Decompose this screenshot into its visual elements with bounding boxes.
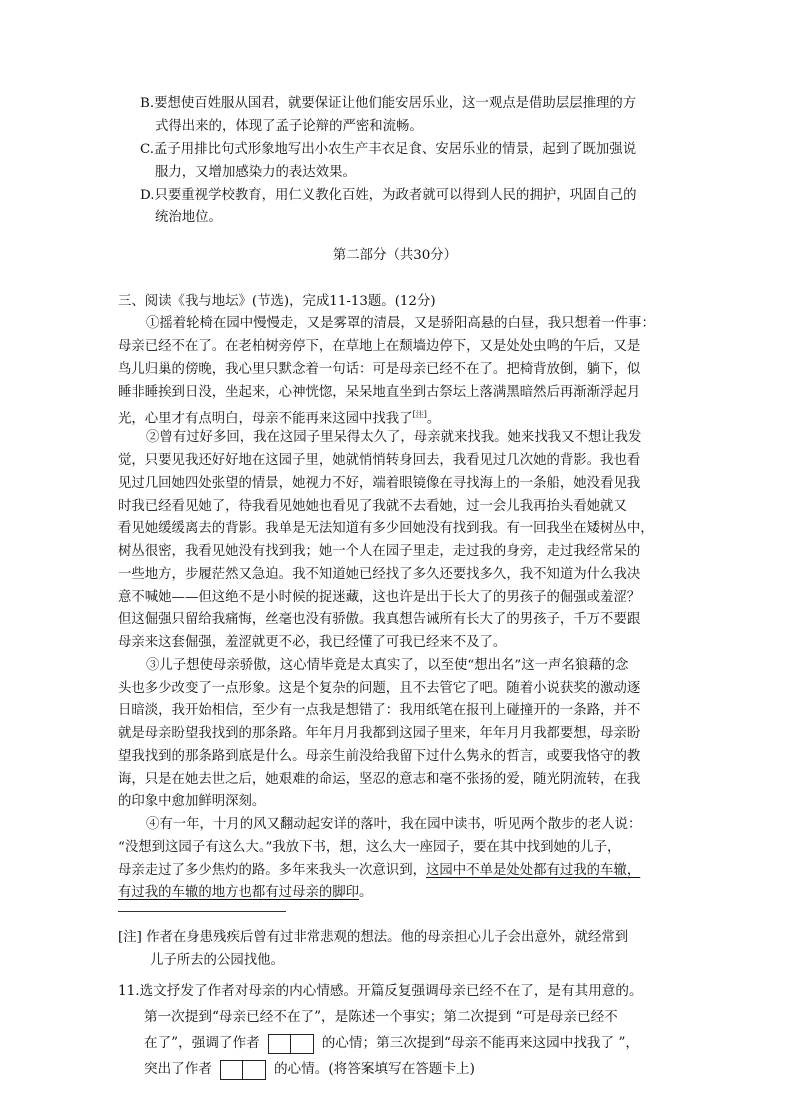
question-text: 的心情；第三次提到“母亲不能再来这园中找我了 ”，	[321, 1035, 639, 1051]
part-title: 第二部分（共30分）	[332, 248, 458, 263]
passage-line: 母亲已经不在了。在老柏树旁停下，在草地上在颓墙边停下，又是处处虫鸣的午后，又是	[118, 339, 641, 354]
option-b-line1: B.要想使百姓服从国君，就要保证让他们能安居乐业，这一观点是借助层层推理的方	[140, 96, 637, 111]
passage-line: 时我已经看见她了，待我看见她她也看见了我就不去看她，过一会儿我再抬头看她就又	[118, 499, 627, 514]
option-c-line1: C.孟子用排比句式形象地写出小农生产丰衣足食、安居乐业的情景，起到了既加强说	[140, 142, 637, 157]
question-text: 的心情。(将答案填写在答题卡上)	[273, 1061, 475, 1077]
question-11-line3	[144, 1030, 639, 1056]
period: 。	[359, 885, 373, 900]
passage-line	[118, 882, 372, 905]
underlined-sentence-part2: 有过我的车辙的地方也都有过母亲的脚印	[118, 885, 360, 900]
question-11-line4	[144, 1056, 475, 1082]
option-b-line2: 式得出来的，体现了孟子论辩的严密和流畅。	[155, 119, 423, 134]
note-line2: 儿子所去的公园找他。	[150, 953, 284, 968]
passage-line-text: 光，心里才有点明白，母亲不能再来这园中找我了	[118, 411, 413, 427]
passage-line: 头也多少改变了一点形象。这是个复杂的问题，且不去管它了吧。随着小说获奖的激动逐	[118, 681, 641, 696]
passage-line	[118, 860, 640, 883]
passage-line: 看见她缓缓离去的背影。我单是无法知道有多少回她没有找到我。有一回我坐在矮树丛中，	[118, 521, 654, 536]
passage-line: 一些地方，步履茫然又急迫。我不知道她已经找了多久还要找多久，我不知道为什么我决	[118, 567, 641, 582]
passage-line: 诲，只是在她去世之后，她艰难的命运，坚忍的意志和毫不张扬的爱，随光阴流转，在我	[118, 772, 641, 787]
option-d-line1: D.只要重视学校教育，用仁义教化百姓，为政者就可以得到人民的拥护，巩固自己的	[140, 188, 637, 203]
passage-line: 的印象中愈加鲜明深刻。	[118, 794, 266, 809]
passage-line: 望我找到的那条路到底是什么。母亲生前没给我留下过什么隽永的哲言，或要我恪守的教	[118, 749, 641, 764]
passage-line: 树丛很密，我看见她没有找到我；她一个人在园子里走，走过我的身旁，走过我经常呆的	[118, 544, 641, 559]
question-text: 突出了作者	[144, 1061, 212, 1077]
passage-line: 就是母亲盼望我找到的那条路。年年月月我都到这园子里来，年年月月我都要想，母亲盼	[118, 726, 641, 741]
passage-line: 母亲来这套倔强，羞涩就更不必，我已经懂了可我已经来不及了。	[118, 635, 507, 650]
answer-box-2[interactable]	[220, 1060, 266, 1080]
passage-line: 鸟儿归巢的傍晚，我心里只默念着一句话：可是母亲已经不在了。把椅背放倒，躺下，似	[118, 362, 641, 377]
passage-line: 但这倔强只留给我痛悔，丝毫也没有骄傲。我真想告诫所有长大了的男孩子，千万不要跟	[118, 612, 641, 627]
passage-line: 见过几回她四处张望的情景，她视力不好，端着眼镜像在寻找海上的一条船，她没看见我	[118, 476, 641, 491]
period: 。	[426, 411, 441, 427]
passage-line: 意不喊她——但这绝不是小时候的捉迷藏，这也许是出于长大了的男孩子的倔强或羞涩？	[118, 590, 641, 605]
underlined-sentence-part1: 这园中不单是处处都有过我的车辙，	[425, 863, 641, 878]
footnote-marker: [注]	[412, 410, 427, 419]
note-line1: [注] 作者在身患残疾后曾有过非常悲观的想法。他的母亲担心儿子会出意外，就经常到	[118, 930, 629, 945]
question-text: 在了”，强调了作者	[144, 1035, 260, 1051]
passage-line: ③儿子想使母亲骄傲，这心情毕竟是太真实了，以至使“想出名”这一声名狼藉的念	[146, 658, 629, 673]
question-11-line1: 11.选文抒发了作者对母亲的内心情感。开篇反复强调母亲已经不在了，是有其用意的。	[118, 983, 643, 999]
section-heading: 三、阅读《我与地坛》(节选)，完成11-13题。(12分)	[118, 294, 436, 309]
question-11-line2: 第一次提到“母亲已经不在了”，是陈述一个事实；第二次提到 “可是母亲已经不	[144, 1009, 618, 1025]
passage-line: ②曾有过好多回，我在这园子里呆得太久了，母亲就来找我。她来找我又不想让我发	[146, 430, 642, 445]
answer-box-1[interactable]	[268, 1034, 314, 1054]
passage-line: 日暗淡，我开始相信，至少有一点我是想错了：我用纸笔在报刊上碰撞开的一条路，并不	[118, 703, 641, 718]
option-d-line2: 统治地位。	[155, 210, 222, 225]
option-c-line2: 服力，又增加感染力的表达效果。	[155, 165, 356, 180]
passage-line: 睡非睡挨到日没，坐起来，心神恍惚，呆呆地直坐到古祭坛上落满黑暗然后再渐渐浮起月	[118, 385, 641, 400]
passage-line: ①摇着轮椅在园中慢慢走，又是雾罩的清晨，又是骄阳高悬的白昼，我只想着一件事：	[146, 316, 655, 331]
passage-line: “没想到这园子有这么大。”我放下书，想，这么大一座园子，要在其中找到她的儿子，	[118, 840, 621, 855]
footnote-divider	[118, 911, 286, 912]
passage-line: 觉，只要见我还好好地在这园子里，她就悄悄转身回去，我看见过几次她的背影。我也看	[118, 453, 641, 468]
passage-line-text: 母亲走过了多少焦灼的路。多年来我头一次意识到，	[118, 863, 426, 878]
passage-line: ④有一年，十月的风又翻动起安详的落叶，我在园中读书，听见两个散步的老人说：	[146, 817, 642, 832]
